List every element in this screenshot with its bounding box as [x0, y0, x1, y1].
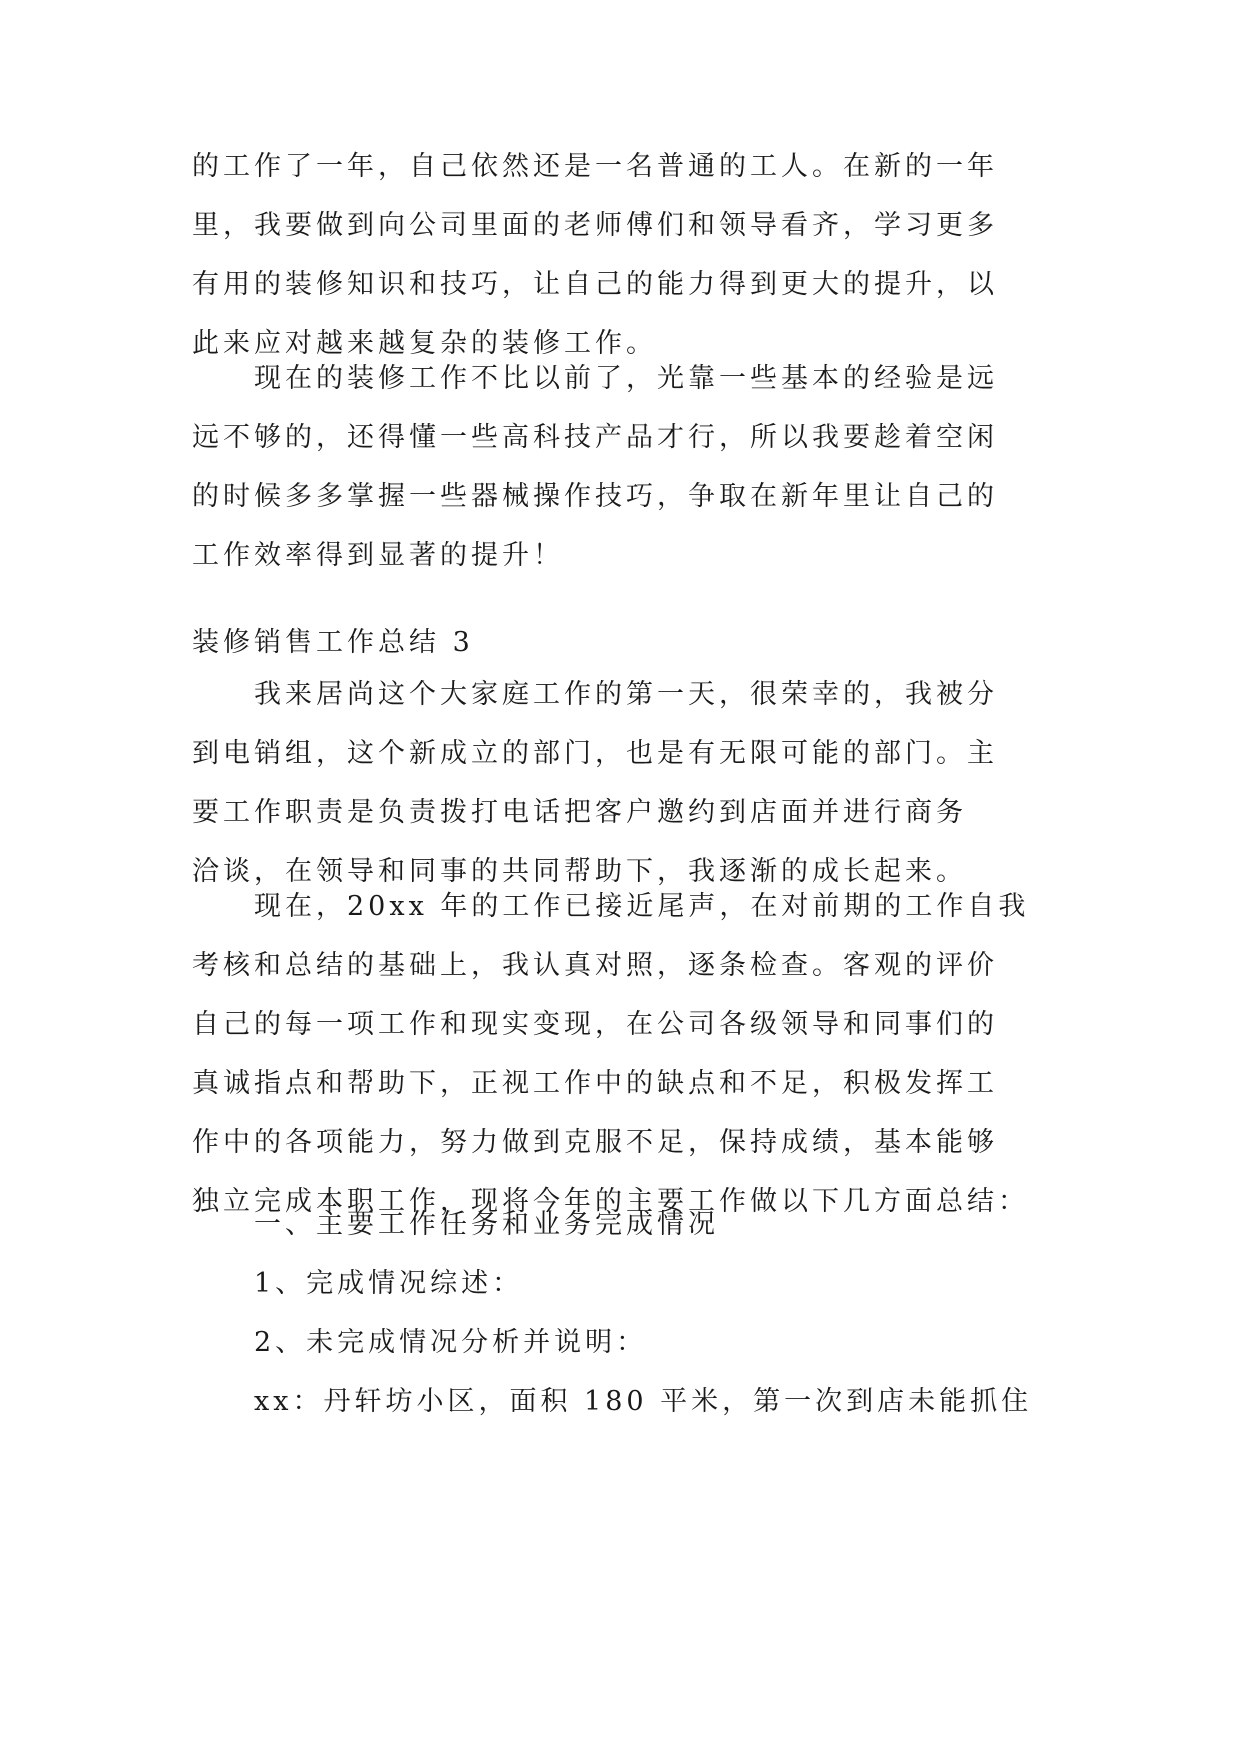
text-line: 作中的各项能力，努力做到克服不足，保持成绩，基本能够	[192, 1127, 998, 1158]
paragraph-4	[192, 877, 1048, 1231]
text-line: 到电销组，这个新成立的部门，也是有无限可能的部门。主	[192, 738, 998, 769]
paragraph-3	[192, 665, 1048, 901]
text-line: 洽谈，在领导和同事的共同帮助下，我逐渐的成长起来。	[192, 856, 967, 887]
section-title: 装修销售工作总结 3	[192, 627, 474, 658]
text-line: 的时候多多掌握一些器械操作技巧，争取在新年里让自己的	[192, 481, 998, 512]
text-line: 工作效率得到显著的提升！	[192, 540, 564, 571]
paragraph-continued	[192, 137, 1048, 373]
text-line: 现在的装修工作不比以前了，光靠一些基本的经验是远	[254, 363, 998, 394]
text-line: 的工作了一年，自己依然还是一名普通的工人。在新的一年	[192, 151, 998, 182]
list-item: 一、主要工作任务和业务完成情况	[254, 1209, 719, 1240]
list-item: xx：丹轩坊小区，面积 180 平米，第一次到店未能抓住	[254, 1386, 1033, 1417]
text-line: 此来应对越来越复杂的装修工作。	[192, 328, 657, 359]
text-line: 要工作职责是负责拨打电话把客户邀约到店面并进行商务	[192, 797, 967, 828]
summary-list	[192, 1195, 1048, 1431]
text-line: 自己的每一项工作和现实变现，在公司各级领导和同事们的	[192, 1009, 998, 1040]
section-title-block	[192, 613, 1048, 672]
list-item: 2、未完成情况分析并说明：	[254, 1327, 648, 1358]
text-line: 现在，20xx 年的工作已接近尾声，在对前期的工作自我	[254, 891, 1030, 922]
text-line: 我来居尚这个大家庭工作的第一天，很荣幸的，我被分	[254, 679, 998, 710]
text-line: 真诚指点和帮助下，正视工作中的缺点和不足，积极发挥工	[192, 1068, 998, 1099]
text-line: 独立完成本职工作，现将今年的主要工作做以下几方面总结：	[192, 1186, 1029, 1217]
text-line: 里，我要做到向公司里面的老师傅们和领导看齐，学习更多	[192, 210, 998, 241]
paragraph-2	[192, 349, 1048, 585]
text-line: 远不够的，还得懂一些高科技产品才行，所以我要趁着空闲	[192, 422, 998, 453]
text-line: 有用的装修知识和技巧，让自己的能力得到更大的提升，以	[192, 269, 998, 300]
text-line: 考核和总结的基础上，我认真对照，逐条检查。客观的评价	[192, 950, 998, 981]
list-item: 1、完成情况综述：	[254, 1268, 524, 1299]
